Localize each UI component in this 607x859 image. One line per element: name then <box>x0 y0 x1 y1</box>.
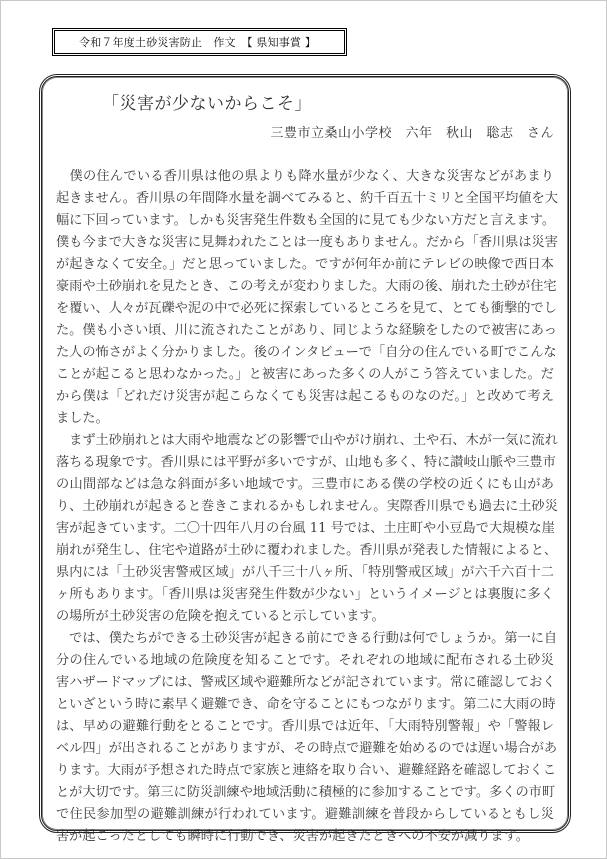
essay-line: 害が起きています。二〇十四年八月の台風 11 号では、土庄町や小豆島で大規模な崖 <box>56 521 555 536</box>
essay-line: ベル四」が出されることがありますが、その時点で避難を始めるのでは遅い場合があ <box>56 741 558 756</box>
essay-line: 豪雨や土砂崩れを見たとき、この考えが変わりました。大雨の後、崩れた土砂が住宅 <box>56 279 557 294</box>
essay-line: ことが起こると思わなかった。」と被害にあった多くの人がこう答えていました。だ <box>56 367 554 382</box>
essay-title: 「災害が少ないからこそ」 <box>102 94 312 114</box>
essay-line: は、早めの避難行動をとることです。香川県では近年、「大雨特別警報」や「警報レ <box>56 719 554 734</box>
essay-line: 落ちる現象です。香川県には平野が多いですが、山地も多く、特に讃岐山脈や三豊市 <box>56 455 556 470</box>
essay-line: た。僕も小さい頃、川に流されたことがあり、同じような経験をしたので被害にあっ <box>56 323 557 338</box>
essay-line: を覆い、人々が瓦礫や泥の中で必死に探索しているところを見て、とても衝撃的でし <box>56 301 557 316</box>
essay-line: 害が起こったとしても瞬時に行動でき、災害が起きたときへの不安が減ります。 <box>56 829 529 844</box>
essay-line: 分の住んでいる地域の危険度を知ることです。それぞれの地域に配布される土砂災 <box>56 653 554 668</box>
essay-line: た人の怖さがよく分かりました。後のインタビューで「自分の住んでいる町でこんな <box>56 345 557 360</box>
essay-line: が起きなくて安全。」だと思っていました。ですが何年か前にテレビの映像で西日本 <box>56 257 554 272</box>
essay-line: ります。大雨が予想された時点で家族と連絡を取り合い、避難経路を確認しておくこ <box>56 763 557 778</box>
essay-body <box>56 166 558 848</box>
essay-line: 僕も今まで大きな災害に見舞われたことは一度もありません。だから「香川県は災害 <box>56 235 558 250</box>
essay-line: から僕は「どれだけ災害が起こらなくても災害は起こるものなのだ。」と改めて考え <box>56 389 554 404</box>
essay-line: 崩れが発生し、住宅や道路が土砂に覆われました。香川県が発表した情報によると、 <box>56 543 558 558</box>
author-byline: 三豊市立桑山小学校 六年 秋山 聡志 さん <box>270 126 554 141</box>
essay-line: の場所が土砂災害の危険を抱えていると示しています。 <box>56 609 385 624</box>
essay-line: り、土砂崩れが起きると巻きこまれるかもしれません。実際香川県でも過去に土砂災 <box>56 499 558 514</box>
essay-line: ました。 <box>56 411 109 426</box>
essay-line: といざという時に素早く避難でき、命を守ることにもつながります。第二に大雨の時 <box>56 697 556 712</box>
essay-line: 僕の住んでいる香川県は他の県よりも降水量が少なく、大きな災害などがあまり <box>56 169 554 184</box>
essay-line: ヶ所もあります。「香川県は災害発生件数が少ない」というイメージとは裏腹に多く <box>56 587 554 602</box>
award-label-box <box>52 28 347 56</box>
essay-line: では、僕たちができる土砂災害が起きる前にできる行動は何でしょうか。第一に自 <box>56 631 558 646</box>
award-label: 令和７年度土砂災害防止 作文 【 県知事賞 】 <box>79 36 317 49</box>
essay-line: 県内には「土砂災害警戒区域」が八千三十八ヶ所、「特別警戒区域」が六千六百十二 <box>56 565 554 580</box>
essay-box <box>39 74 571 844</box>
essay-line: まず土砂崩れとは大雨や地震などの影響で山やがけ崩れ、土や石、木が一気に流れ <box>56 433 558 448</box>
essay-line: で住民参加型の避難訓練が行われています。避難訓練を普段からしているともし災 <box>56 807 554 822</box>
essay-line: 起きません。香川県の年間降水量を調べてみると、約千百五十ミリと全国平均値を大 <box>56 191 558 206</box>
essay-line: の山間部などは急な斜面が多い地域です。三豊市にある僕の学校の近くにも山があ <box>56 477 554 492</box>
essay-line: 幅に下回っています。しかも災害発生件数も全国的に見ても少ない方だと言えます。 <box>56 213 556 228</box>
essay-line: 害ハザードマップには、警戒区域や避難所などが記されています。常に確認しておく <box>56 675 556 690</box>
essay-line: とが大切です。第三に防災訓練や地域活動に積極的に参加することです。多くの市町 <box>56 785 556 800</box>
